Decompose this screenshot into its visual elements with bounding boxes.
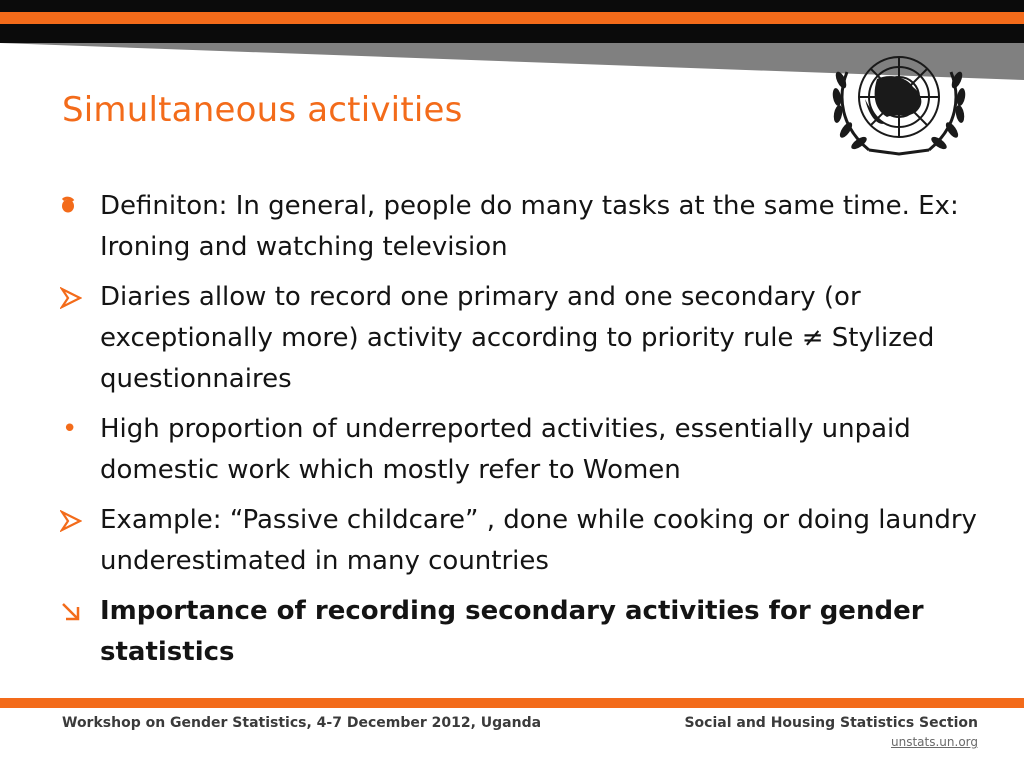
bullet-item	[58, 186, 978, 268]
un-emblem-icon	[832, 50, 966, 158]
bullet-list	[58, 186, 978, 682]
arrowhead-bullet-icon	[58, 277, 88, 318]
round-bullet-icon	[58, 186, 88, 227]
slide-title: Simultaneous activities	[62, 90, 463, 130]
header-bar-bottom	[0, 24, 1024, 43]
diagonal-arrow-bullet-icon	[58, 591, 88, 632]
header-bar-top	[0, 0, 1024, 12]
bullet-item	[58, 277, 978, 400]
footer-website-link[interactable]: unstats.un.org	[891, 735, 978, 749]
bullet-text: Example: “Passive childcare” , done while cooking or doing laundry underestimated in many countries	[100, 505, 977, 576]
bullet-text: Definiton: In general, people do many tasks at the same time. Ex: Ironing and watching television	[100, 191, 959, 262]
bullet-item	[58, 500, 978, 582]
footer-accent-stripe	[0, 698, 1024, 708]
arrowhead-bullet-icon	[58, 500, 88, 541]
header-accent-stripe	[0, 12, 1024, 24]
dot-bullet-icon: •	[62, 414, 78, 444]
bullet-item	[58, 409, 978, 491]
bullet-text: Importance of recording secondary activities for gender statistics	[100, 596, 924, 667]
footer-section-label: Social and Housing Statistics Section	[684, 715, 978, 731]
footer-workshop-label: Workshop on Gender Statistics, 4-7 December 2012, Uganda	[62, 715, 542, 731]
bullet-text: High proportion of underreported activities, essentially unpaid domestic work which mostly refer to Women	[100, 414, 911, 485]
bullet-item	[58, 591, 978, 673]
bullet-text: Diaries allow to record one primary and one secondary (or exceptionally more) activity according to priority rule ≠ Stylized questionnaires	[100, 282, 935, 394]
